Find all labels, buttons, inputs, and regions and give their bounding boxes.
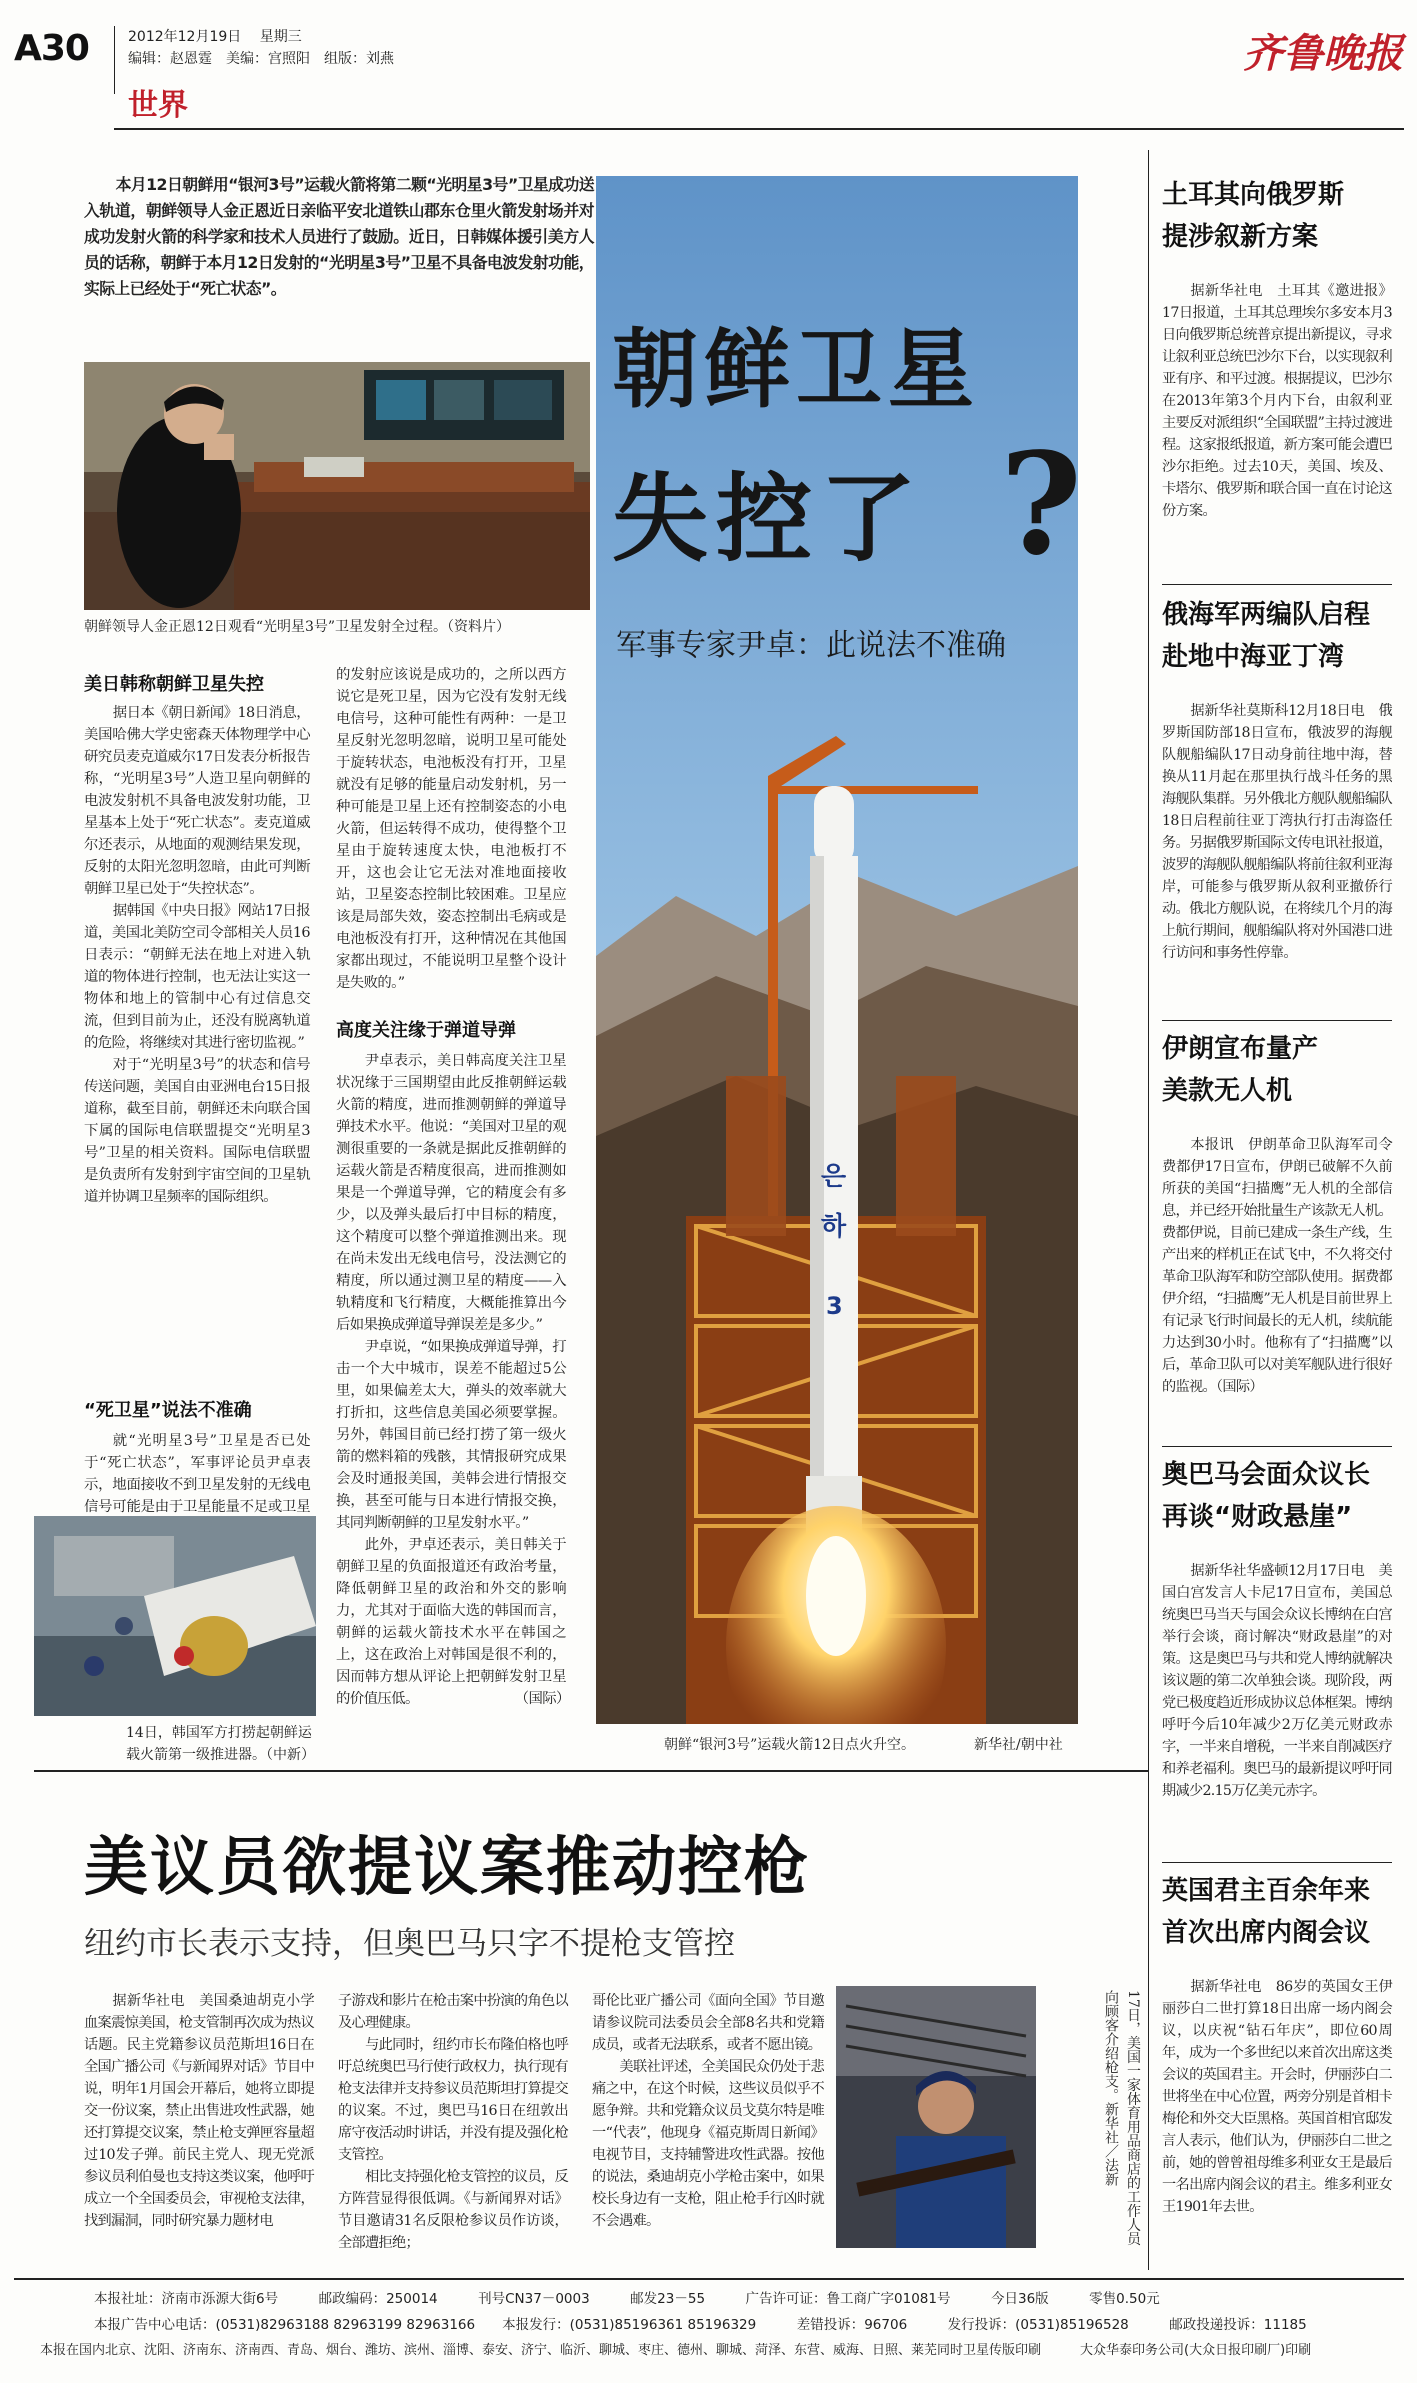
sidebar-rule bbox=[1162, 1446, 1392, 1447]
header-date-row bbox=[128, 26, 302, 46]
photo2-caption: 14日，韩国军方打捞起朝鲜运载火箭第一级推进器。（中新） bbox=[126, 1725, 315, 1763]
paragraph: 尹卓说，“如果换成弹道导弹，打击一个大中城市，误差不能超过5公里，如果偏差太大，弹头的效率就大打折扣，这些信息美国必须要掌握。另外，韩国目前已经打捞了第一级火箭的燃料箱的残骸，其情报研究成果会及时通报美国，美韩会进行情报交换，甚至可能与日本进行情报交换，其同判断朝鲜的卫星发射水平。” bbox=[336, 1339, 566, 1531]
photo-gun-store bbox=[836, 1986, 1036, 2248]
sidebar-title-line: 奥巴马会面众议长 bbox=[1162, 1460, 1371, 1490]
section-title: 世界 bbox=[128, 88, 188, 123]
sidebar-rule bbox=[1162, 1020, 1392, 1021]
main-headline-line2: 失控了 bbox=[612, 463, 924, 575]
sidebar-item-iran-drone bbox=[1162, 1028, 1392, 1398]
sidebar-title-line: 英国君主百余年来 bbox=[1162, 1876, 1371, 1906]
photo3-caption: 朝鲜“银河3号”运载火箭12日点火升空。 bbox=[664, 1737, 916, 1753]
section3-title: 高度关注缘于弹道导弹 bbox=[336, 1020, 516, 1041]
sidebar-title-line: 赴地中海亚丁湾 bbox=[1162, 642, 1345, 672]
main-subhead: 军事专家尹卓：此说法不准确 bbox=[616, 628, 1006, 663]
photo1-caption: 朝鲜领导人金正恩12日观看“光明星3号”卫星发射全过程。（资料片） bbox=[84, 619, 511, 635]
paragraph: 对于“光明星3号”的状态和信号传送问题，美国自由亚洲电台15日报道称，截至目前，朝鲜还未向联合国下属的国际电信联盟提交“光明星3号”卫星的相关资料。国际电信联盟是负责所有发射到宇宙空间的卫星轨道并协调卫星频率的国际组织。 bbox=[84, 1057, 310, 1205]
sidebar-body: 据新华社莫斯科12月18日电 俄罗斯国防部18日宣布，俄波罗的海舰队舰船编队17日动身前往地中海，替换从11月起在那里执行战斗任务的黑海舰队集群。另外俄北方舰队舰船编队18日启程前往亚丁湾执行打击海盗任务。另据俄罗斯国际文传电讯社报道，波罗的海舰队舰船编队将前往叙利亚海岸，可能参与俄罗斯从叙利亚撤侨行动。俄北方舰队说，在将续几个月的海上航行期间，舰船编队将对外国港口进行访问和事务性停靠。 bbox=[1162, 703, 1392, 961]
section2-title: “死卫星”说法不准确 bbox=[84, 1400, 252, 1421]
paragraph: 据日本《朝日新闻》18日消息，美国哈佛大学史密森天体物理学中心研究员麦克道威尔17日发表分析报告称，“光明星3号”人造卫星向朝鲜的电波发射机不具备电波发射功能，卫星基本上处于“死亡状态”。麦克道威尔还表示，从地面的观测结果发现，反射的太阳光忽明忽暗，由此可判断朝鲜卫星已处于“失控状态”。 bbox=[84, 705, 310, 897]
col2-text bbox=[336, 664, 566, 994]
sidebar-title-line: 提涉叙新方案 bbox=[1162, 222, 1319, 252]
rocket-label-1: 은 bbox=[821, 1162, 847, 1192]
sidebar-title-line: 伊朗宣布量产 bbox=[1162, 1034, 1319, 1064]
footer-line-1: 本报社址：济南市泺源大街6号 邮政编码：250014 刊号CN37－0003 邮发23－55 广告许可证：鲁工商广字01081号 今日36版 零售0.50元 bbox=[94, 2291, 1160, 2307]
section-rule bbox=[34, 1770, 1148, 1772]
sidebar-body: 据新华社电 86岁的英国女王伊丽莎白二世打算18日出席一场内阁会议，以庆祝“钻石年庆”，即位60周年，成为一个多世纪以来首次出席这类会议的英国君主。开会时，伊丽莎白二世将坐在中心位置，两旁分别是首相卡梅伦和外交大臣黑格。英国首相官邸发言人表示，他们认为，伊丽莎白二世之前，她的曾曾祖母维多利亚女王是最后一名出席内阁会议的君主。维多利亚女王1901年去世。 bbox=[1162, 1979, 1392, 2215]
paragraph: 就“光明星3号”卫星是否已处于“死亡状态”，军事评论员尹卓表示，地面接收不到卫星发射的无线电信号可能是由于卫星能量不足或卫星 bbox=[84, 1433, 310, 1515]
header-divider bbox=[114, 26, 115, 94]
gun-headline: 美议员欲提议案推动控枪 bbox=[84, 1831, 810, 1905]
col1-text bbox=[84, 702, 310, 1208]
rocket-label-3: 3 bbox=[826, 1292, 843, 1320]
main-headline-question: ? bbox=[1000, 423, 1083, 587]
sidebar-rule bbox=[1162, 584, 1392, 585]
editor-credits: 编辑：赵恩霆 美编：宫照阳 组版：刘燕 bbox=[128, 51, 394, 67]
sidebar-rule bbox=[1162, 1862, 1392, 1863]
paragraph: 的发射应该说是成功的，之所以西方说它是死卫星，因为它没有发射无线电信号，这种可能性有两种：一是卫星反射光忽明忽暗，说明卫星可能处于旋转状态，电池板没有打开，卫星就没有足够的能量启动发射机，另一种可能是卫星上还有控制姿态的小电火箭，但运转得不成功，使得整个卫星由于旋转速度太快，电池板打不开，这也会让它无法对准地面接收站，卫星姿态控制比较困难。卫星应该是局部失效，姿态控制出毛病或是电池板没有打开，这种情况在其他国家都出现过，不能说明卫星整个设计是失败的。” bbox=[336, 667, 566, 991]
gun-photo-caption: 17日，美国一家体育用品商店的工作人员向顾客介绍枪支。新华社／法新 bbox=[1103, 1990, 1141, 2246]
col2b-text bbox=[336, 1050, 570, 1710]
gun-col3: 哥伦比亚广播公司《面向全国》节目邀请参议院司法委员会全部8名共和党籍成员，或者无法联系，或者不愿出镜。 美联社评述，全美国民众仍处于悲痛之中，在这个时候，这些议员似乎不愿争辩。共和党籍众议员戈莫尔特是唯一“代表”，他现身《福克斯周日新闻》电视节目，支持辅警进攻性武器。按他的说法，桑迪胡克小学枪击案中，如果校长身边有一支枪，阻止枪手行凶时就不会遇难。 bbox=[592, 1993, 824, 2229]
newspaper-logo: 齐鲁晚报 bbox=[1243, 30, 1403, 77]
sidebar-item-uk-queen bbox=[1162, 1870, 1392, 2218]
gun-subhead: 纽约市长表示支持，但奥巴马只字不提枪支管控 bbox=[84, 1926, 735, 1962]
sidebar-title-line: 美款无人机 bbox=[1162, 1076, 1293, 1106]
sidebar-body: 据新华社华盛顿12月17日电 美国白宫发言人卡尼17日宣布，美国总统奥巴马当天与国会众议长博纳在白宫举行会谈，商讨解决“财政悬崖”的对策。这是奥巴马与共和党人博纳就解决该议题的第二次单独会谈。现阶段，两党已极度趋近形成协议总体框架。博纳呼吁今后10年减少2万亿美元财政赤字，一半来自增税，一半来自削减医疗和养老福利。奥巴马的最新提议呼吁同期减少2.15万亿美元赤字。 bbox=[1162, 1563, 1392, 1799]
gun-col1: 据新华社电 美国桑迪胡克小学血案震惊美国，枪支管制再次成为热议话题。民主党籍参议员范斯坦16日在全国广播公司《与新闻界对话》节目中说，明年1月国会开幕后，她将立即提交一份议案，禁止出售进攻性武器，她还打算提交议案，禁止枪支弹匣容量超过10发子弹。前民主党人、现无党派参议员利伯曼也支持这类议案，他呼吁成立一个全国委员会，审视枪支法律，找到漏洞，同时研究暴力题材电 bbox=[84, 1993, 314, 2229]
section1-title: 美日韩称朝鲜卫星失控 bbox=[84, 674, 264, 695]
gun-col2: 子游戏和影片在枪击案中扮演的角色以及心理健康。 与此同时，纽约市长布隆伯格也呼吁总统奥巴马行使行政权力，执行现有枪支法律并支持参议员范斯坦打算提交的议案。不过，奥巴马16日在纽敦出席守夜活动时讲话，并没有提及强化枪支管控。 相比支持强化枪支管控的议员，反方阵营显得很低调。《与新闻界对话》节目邀请31名反限枪参议员作访谈，全部遭拒绝； bbox=[338, 1993, 568, 2251]
sidebar-item-russia-navy bbox=[1162, 594, 1392, 964]
sidebar-body: 据新华社电 土耳其《邀进报》17日报道，土耳其总理埃尔多安本月3日向俄罗斯总统普京提出新提议，寻求让叙利亚总统巴沙尔下台，以实现叙利亚有序、和平过渡。根据提议，巴沙尔在2013年第3个月内下台，由叙利亚主要反对派组织“全国联盟”主持过渡进程。这家报纸报道，新方案可能会遭巴沙尔拒绝。过去10天，美国、埃及、卡塔尔、俄罗斯和联合国一直在讨论这份方案。 bbox=[1162, 283, 1392, 519]
photo3-credit: 新华社/朝中社 bbox=[974, 1737, 1063, 1753]
sidebar-title-line: 土耳其向俄罗斯 bbox=[1162, 180, 1345, 210]
issue-weekday: 星期三 bbox=[259, 29, 302, 45]
main-headline-line1: 朝鲜卫星 bbox=[612, 320, 980, 420]
rocket-label-2: 하 bbox=[821, 1212, 847, 1242]
sidebar-item-obama bbox=[1162, 1454, 1392, 1802]
footer-rule bbox=[14, 2278, 1404, 2280]
lead-paragraph: 本月12日朝鲜用“银河3号”运载火箭将第二颗“光明星3号”卫星成功送入轨道，朝鲜领导人金正恩近日亲临平安北道铁山郡东仓里火箭发射场并对成功发射火箭的科学家和技术人员进行了鼓励。近日，日韩媒体援引美方人员的话称，朝鲜于本月12日发射的“光明星3号”卫星不具备电波发射功能，实际上已经处于“死亡状态”。 bbox=[84, 175, 594, 298]
footer-line-3: 本报在国内北京、沈阳、济南东、济南西、青岛、烟台、潍坊、滨州、淄博、泰安、济宁、临沂、聊城、枣庄、德州、聊城、菏泽、东营、威海、日照、莱芜同时卫星传版印刷 大众华泰印务公司(大众日报印刷厂)印刷 bbox=[40, 2343, 1312, 2358]
footer-line-2: 本报广告中心电话：(0531)82963188 82963199 82963166 本报发行：(0531)85196361 85196329 差错投诉：96706 发行投诉：(0531)85196528 邮政投递投诉：11185 bbox=[94, 2317, 1307, 2333]
sidebar-body: 本报讯 伊朗革命卫队海军司令费都伊17日宣布，伊朗已破解不久前所获的美国“扫描鹰”无人机的全部信息，并已经开始批量生产该款无人机。费都伊说，目前已建成一条生产线，生产出来的样机正在试飞中，不久将交付革命卫队海军和防空部队使用。据费都伊介绍，“扫描鹰”无人机是目前世界上有记录飞行时间最长的无人机，续航能力达到30小时。他称有了“扫描鹰”以后，革命卫队可以对美军舰队进行很好的监视。（国际） bbox=[1162, 1137, 1392, 1395]
photo-control-room bbox=[84, 362, 590, 610]
sidebar-title-line: 俄海军两编队启程 bbox=[1162, 600, 1371, 630]
sidebar-title-line: 再谈“财政悬崖” bbox=[1162, 1502, 1353, 1532]
sidebar-divider bbox=[1148, 150, 1149, 2270]
paragraph: 尹卓表示，美日韩高度关注卫星状况缘于三国期望由此反推朝鲜运载火箭的精度，进而推测朝鲜的弹道导弹技术水平。他说：“美国对卫星的观测很重要的一条就是据此反推朝鲜的运载火箭是否精度很高，进而推测如果是一个弹道导弹，它的精度会有多少，以及弹头最后打中目标的精度，这个精度可以整个弹道推测出来。现在尚未发出无线电信号，没法测它的精度，所以通过测卫星的精度——入轨精度和飞行精度，大概能推算出今后如果换成弹道导弹误差是多少。” bbox=[336, 1053, 566, 1333]
page-number: A30 bbox=[14, 28, 89, 69]
sidebar-title-line: 首次出席内阁会议 bbox=[1162, 1918, 1371, 1948]
paragraph: 据韩国《中央日报》网站17日报道，美国北美防空司令部相关人员16日表示：“朝鲜无法在地上对进入轨道的物体进行控制，也无法让实这一物体和地上的管制中心有过信息交流，但到目前为止，还没有脱离轨道的危险，将继续对其进行密切监视。” bbox=[84, 903, 310, 1051]
issue-date: 2012年12月19日 bbox=[128, 29, 242, 45]
paragraph: 此外，尹卓还表示，美日韩关于朝鲜卫星的负面报道还有政治考量，降低朝鲜卫星的政治和外交的影响力，尤其对于面临大选的韩国而言，朝鲜的运载火箭技术水平在韩国之上，这在政治上对韩国是很不利的，因而韩方想从评论上把朝鲜发射卫星的价值压低。 （国际） bbox=[336, 1537, 570, 1707]
header-rule bbox=[114, 128, 1404, 130]
photo-rocket-debris bbox=[34, 1516, 316, 1716]
sidebar-item-turkey bbox=[1162, 174, 1392, 522]
